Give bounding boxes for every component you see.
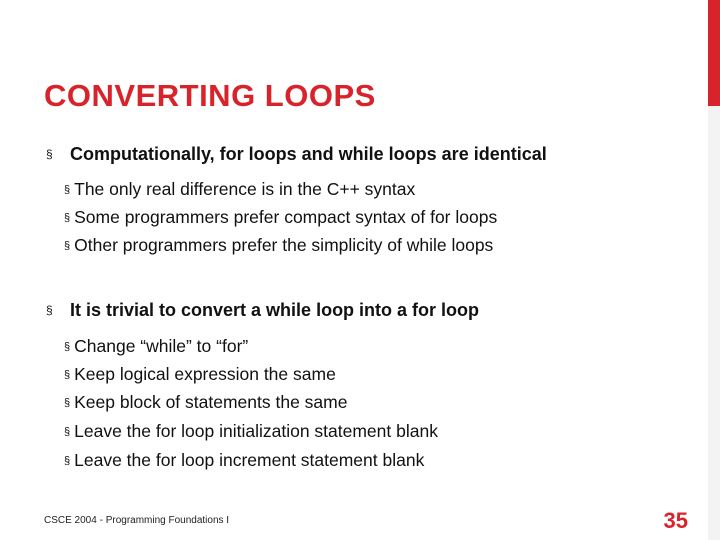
bullet-text: Change “while” to “for”	[74, 336, 249, 356]
bullet-level2	[64, 420, 438, 443]
bullet-marker: §	[64, 455, 71, 467]
slide-title: CONVERTING LOOPS	[44, 78, 376, 113]
bullet-text: Computationally, for loops and while loops are identical	[70, 144, 547, 164]
right-edge-strip	[708, 106, 720, 540]
bullet-level2	[64, 449, 424, 472]
bullet-level1	[46, 143, 547, 165]
bullet-text: Keep block of statements the same	[74, 392, 348, 412]
bullet-text: Leave the for loop initialization statement blank	[74, 421, 438, 441]
bullet-marker: §	[46, 303, 53, 317]
bullet-level2	[64, 363, 336, 386]
bullet-marker: §	[64, 397, 71, 409]
page-number: 35	[663, 508, 688, 533]
accent-bar	[708, 0, 720, 106]
bullet-level2	[64, 206, 497, 229]
bullet-level2	[64, 234, 493, 257]
bullet-text: Keep logical expression the same	[74, 364, 336, 384]
bullet-marker: §	[64, 240, 71, 252]
bullet-marker: §	[64, 426, 71, 438]
bullet-text: Some programmers prefer compact syntax of for loops	[74, 207, 498, 227]
bullet-marker: §	[64, 369, 71, 381]
bullet-marker: §	[64, 341, 71, 353]
bullet-text: Leave the for loop increment statement blank	[74, 450, 425, 470]
bullet-level2	[64, 391, 347, 414]
bullet-text: Other programmers prefer the simplicity of while loops	[74, 235, 494, 255]
bullet-marker: §	[64, 212, 71, 224]
bullet-marker: §	[46, 147, 53, 161]
bullet-level1	[46, 299, 479, 321]
bullet-level2	[64, 178, 415, 201]
bullet-text: It is trivial to convert a while loop into a for loop	[70, 300, 480, 320]
bullet-text: The only real difference is in the C++ syntax	[74, 179, 416, 199]
bullet-marker: §	[64, 184, 71, 196]
slide-footer: CSCE 2004 - Programming Foundations I	[44, 515, 230, 526]
bullet-level2	[64, 335, 248, 358]
